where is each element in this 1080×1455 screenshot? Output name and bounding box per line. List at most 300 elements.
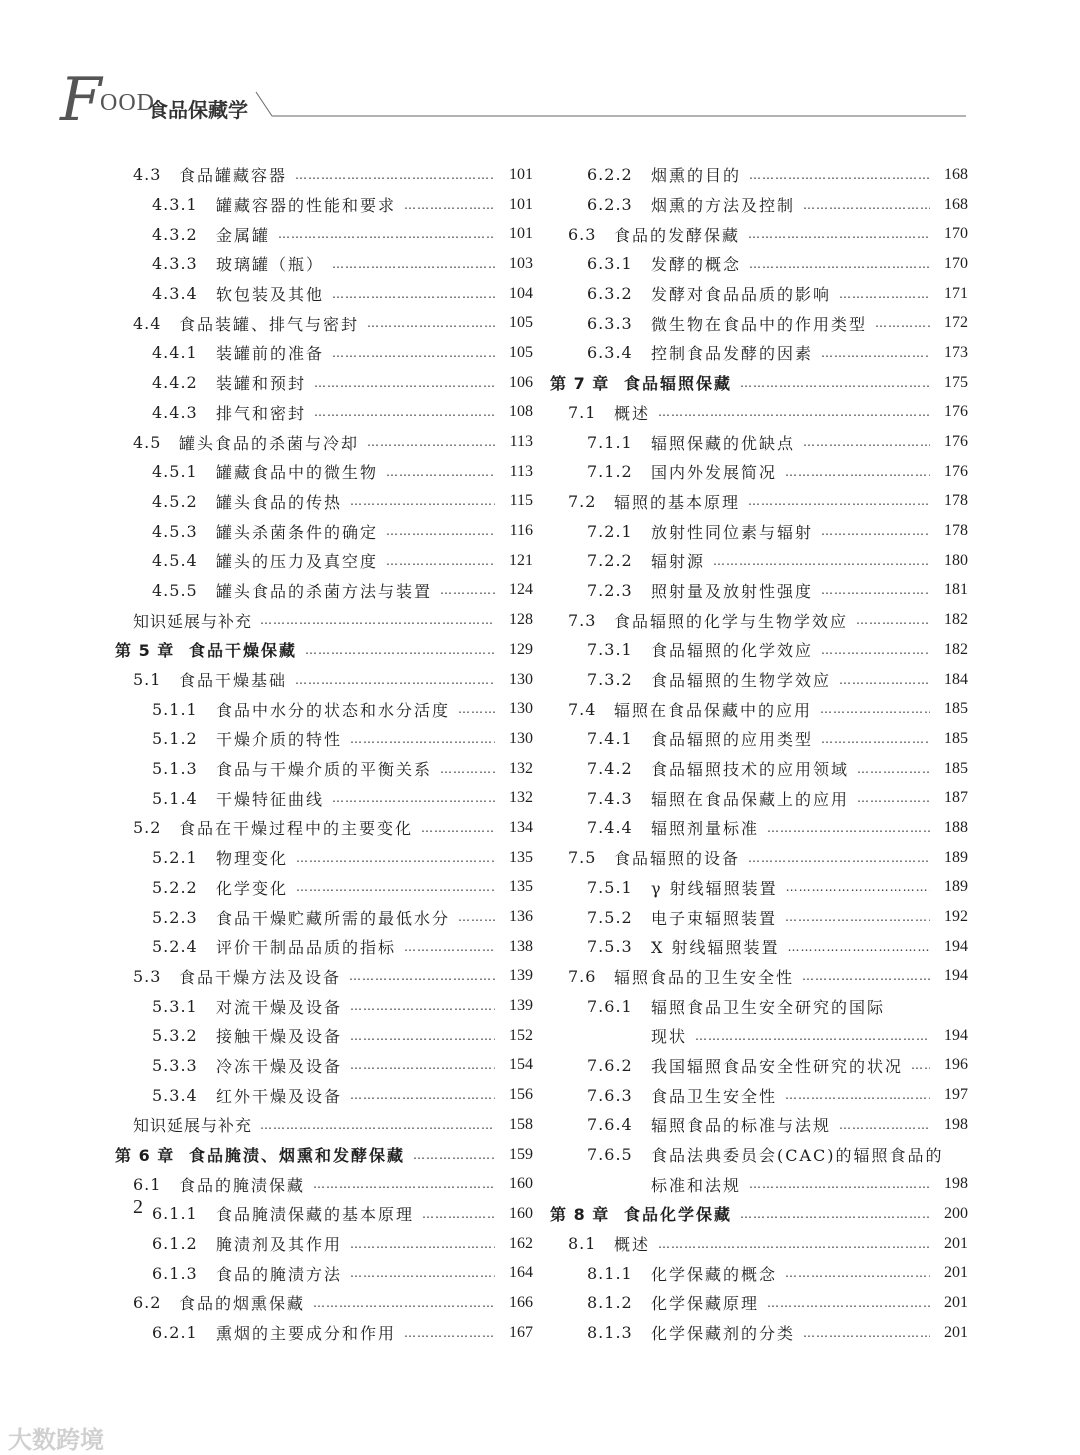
toc-entry[interactable] <box>550 605 968 635</box>
toc-entry-number: 7.4.1 <box>587 729 633 749</box>
toc-entry-number: 5.3 <box>133 966 162 986</box>
toc-entry[interactable] <box>550 1199 968 1229</box>
toc-leader-dots <box>749 167 930 183</box>
toc-entry-title: 烟熏的方法及控制 <box>651 196 796 216</box>
toc-entry-title: 辐照食品的标准与法规 <box>651 1116 832 1136</box>
toc-entry[interactable] <box>115 932 533 962</box>
toc-leader-dots <box>440 761 495 777</box>
toc-entry-title: γ 射线辐照装置 <box>651 878 778 898</box>
toc-entry-title: 食品辐照的生物学效应 <box>651 671 832 691</box>
toc-entry-number: 4.5.3 <box>152 521 198 541</box>
page-number: 2 <box>133 1196 143 1218</box>
toc-entry-number: 7.2 <box>568 491 597 511</box>
toc-entry[interactable] <box>115 1169 533 1199</box>
toc-leader-dots <box>458 909 495 925</box>
toc-entry-title: 辐照食品卫生安全研究的国际 <box>651 997 886 1017</box>
toc-entry-number: 7.6.5 <box>587 1145 633 1165</box>
toc-entry-title: 熏烟的主要成分和作用 <box>216 1324 397 1344</box>
toc-entry-page: 168 <box>944 165 968 183</box>
toc-entry-title: 食品辐照的化学与生物学效应 <box>614 611 849 631</box>
toc-entry-number: 5.3.3 <box>152 1055 198 1075</box>
toc-entry-number: 6.2.3 <box>587 195 633 215</box>
toc-leader-dots <box>749 1176 930 1192</box>
toc-entry-title: 化学变化 <box>216 878 289 898</box>
toc-entry-page: 167 <box>509 1323 533 1341</box>
toc-entry-page: 173 <box>944 343 968 361</box>
toc-entry[interactable] <box>550 1229 968 1259</box>
toc-entry[interactable] <box>550 902 968 932</box>
toc-entry[interactable] <box>115 249 533 279</box>
toc-entry-title: 对流干燥及设备 <box>216 997 343 1017</box>
toc-entry[interactable] <box>115 1080 533 1110</box>
book-title: 食品保藏学 <box>148 98 248 122</box>
toc-leader-dots <box>856 612 930 628</box>
toc-entry-page: 192 <box>944 908 968 926</box>
toc-entry-number: 4.5.4 <box>152 551 198 571</box>
toc-leader-dots <box>350 1265 495 1281</box>
toc-leader-dots <box>295 167 495 183</box>
toc-entry-title: 知识延展与补充 <box>133 1116 253 1136</box>
toc-entry-page: 130 <box>509 670 533 688</box>
toc-entry-title: 食品辐照的设备 <box>614 849 741 869</box>
toc-entry-title: 概述 <box>614 1235 651 1255</box>
toc-entry[interactable] <box>115 991 533 1021</box>
toc-entry-page: 182 <box>944 640 968 658</box>
toc-entry-page: 130 <box>509 700 533 718</box>
toc-entry-number: 4.3.1 <box>152 195 198 215</box>
toc-leader-dots <box>857 790 930 806</box>
toc-leader-dots <box>748 226 930 242</box>
toc-entry-page: 198 <box>944 1115 968 1133</box>
toc-entry-number: 6.2.1 <box>152 1323 198 1343</box>
toc-entry[interactable] <box>550 1288 968 1318</box>
toc-entry-number: 5.2.4 <box>152 937 198 957</box>
toc-entry[interactable] <box>115 665 533 695</box>
page-header <box>60 65 970 135</box>
toc-entry-number: 5.2.2 <box>152 877 198 897</box>
toc-entry[interactable] <box>550 190 968 220</box>
toc-entry-number: 5.2.3 <box>152 907 198 927</box>
watermark: 大数跨境 <box>8 1426 104 1454</box>
toc-leader-dots <box>332 286 495 302</box>
toc-entry-title: 装罐和预封 <box>216 374 307 394</box>
toc-entry-number: 7.5 <box>568 848 597 868</box>
toc-entry-number: 6.3.4 <box>587 343 633 363</box>
toc-entry[interactable] <box>550 635 968 665</box>
toc-leader-dots <box>349 968 495 984</box>
toc-entry[interactable] <box>550 487 968 517</box>
toc-entry-title: 罐藏食品中的微生物 <box>216 463 379 483</box>
toc-leader-dots <box>386 553 495 569</box>
toc-leader-dots <box>313 1295 495 1311</box>
toc-entry[interactable] <box>550 843 968 873</box>
toc-entry-title: 知识延展与补充 <box>133 611 253 631</box>
toc-leader-dots <box>350 1087 495 1103</box>
toc-entry-page: 198 <box>944 1175 968 1193</box>
toc-entry[interactable] <box>115 487 533 517</box>
toc-entry-number: 7.1.2 <box>587 462 633 482</box>
toc-entry[interactable] <box>115 368 533 398</box>
toc-entry-title: 烟熏的目的 <box>651 166 742 186</box>
toc-entry[interactable] <box>550 249 968 279</box>
toc-entry-page: 189 <box>944 848 968 866</box>
toc-leader-dots <box>386 523 495 539</box>
toc-entry-title: 辐照保藏的优缺点 <box>651 433 796 453</box>
toc-entry-page: 182 <box>944 611 968 629</box>
toc-entry[interactable] <box>550 1140 968 1170</box>
toc-entry-page: 101 <box>509 165 533 183</box>
toc-entry-title: 辐照在食品保藏上的应用 <box>651 789 850 809</box>
toc-entry-number: 5.1.4 <box>152 788 198 808</box>
toc-entry-title: 罐头食品的杀菌方法与装置 <box>216 581 433 601</box>
toc-leader-dots <box>821 345 930 361</box>
toc-entry-page: 189 <box>944 878 968 896</box>
toc-leader-dots <box>839 672 930 688</box>
toc-leader-dots <box>332 256 495 272</box>
toc-entry-page: 188 <box>944 818 968 836</box>
toc-leader-dots <box>350 1057 495 1073</box>
toc-entry-title: 化学保藏剂的分类 <box>651 1324 796 1344</box>
toc-entry-title: 辐照剂量标准 <box>651 819 760 839</box>
toc-leader-dots <box>767 820 930 836</box>
toc-entry-title: 食品辐照技术的应用领域 <box>651 760 850 780</box>
toc-entry[interactable] <box>550 427 968 457</box>
toc-entry-page: 135 <box>509 878 533 896</box>
toc-entry-number: 7.5.2 <box>587 907 633 927</box>
toc-leader-dots <box>821 582 930 598</box>
toc-entry-number: 6.2 <box>133 1293 162 1313</box>
toc-entry-number: 7.3.1 <box>587 640 633 660</box>
toc-leader-dots <box>785 1087 930 1103</box>
toc-entry[interactable] <box>115 902 533 932</box>
toc-entry-page: 158 <box>509 1115 533 1133</box>
toc-leader-dots <box>350 493 495 509</box>
toc-entry-number: 4.4.2 <box>152 373 198 393</box>
toc-entry-title: 食品卫生安全性 <box>651 1086 778 1106</box>
toc-entry[interactable] <box>550 1021 968 1051</box>
toc-entry[interactable] <box>115 1110 533 1140</box>
toc-entry-title: 食品与干燥介质的平衡关系 <box>216 760 433 780</box>
toc-entry[interactable] <box>550 724 968 754</box>
toc-entry-number: 6.1.3 <box>152 1263 198 1283</box>
toc-entry-number: 4.4.1 <box>152 343 198 363</box>
toc-entry[interactable] <box>115 516 533 546</box>
toc-entry-number: 5.2 <box>133 818 162 838</box>
toc-entry-title: 食品中水分的状态和水分活度 <box>216 700 451 720</box>
toc-entry[interactable] <box>550 368 968 398</box>
toc-entry-page: 139 <box>509 967 533 985</box>
toc-entry-number: 5.1.2 <box>152 729 198 749</box>
toc-leader-dots <box>367 315 495 331</box>
toc-entry-number: 7.6.2 <box>587 1055 633 1075</box>
toc-entry-page: 168 <box>944 195 968 213</box>
toc-entry-title: 食品辐照保藏 <box>624 374 733 394</box>
toc-entry-page: 159 <box>509 1145 533 1163</box>
toc-leader-dots <box>839 286 930 302</box>
toc-entry-title: X 射线辐照装置 <box>651 938 780 958</box>
toc-entry-page: 196 <box>944 1056 968 1074</box>
toc-entry-page: 166 <box>509 1293 533 1311</box>
toc-entry-page: 101 <box>509 225 533 243</box>
toc-entry-page: 180 <box>944 551 968 569</box>
toc-entry-number: 4.5.2 <box>152 491 198 511</box>
toc-entry[interactable] <box>115 605 533 635</box>
toc-leader-dots <box>422 1206 495 1222</box>
toc-entry-page: 101 <box>509 195 533 213</box>
toc-entry[interactable] <box>550 457 968 487</box>
toc-leader-dots <box>785 909 930 925</box>
toc-leader-dots <box>713 553 930 569</box>
toc-entry-title: 食品在干燥过程中的主要变化 <box>179 819 414 839</box>
toc-entry-page: 178 <box>944 522 968 540</box>
toc-entry[interactable] <box>115 338 533 368</box>
toc-entry-title: 软包装及其他 <box>216 285 325 305</box>
toc-entry-title: 标准和法规 <box>651 1175 742 1195</box>
toc-entry[interactable] <box>550 308 968 338</box>
toc-entry-number: 4.3.2 <box>152 224 198 244</box>
toc-entry-number: 7.2.3 <box>587 580 633 600</box>
toc-entry-title: 辐射源 <box>651 552 706 572</box>
toc-entry-page: 108 <box>509 403 533 421</box>
toc-entry[interactable] <box>550 962 968 992</box>
toc-entry-page: 164 <box>509 1264 533 1282</box>
toc-entry-title: 化学保藏原理 <box>651 1294 760 1314</box>
toc-entry-title: 食品的烟熏保藏 <box>179 1294 306 1314</box>
food-logo-f: F <box>60 65 102 135</box>
toc-entry-title: 食品干燥保藏 <box>189 641 298 661</box>
toc-entry-page: 160 <box>509 1175 533 1193</box>
toc-entry-page: 187 <box>944 789 968 807</box>
toc-leader-dots <box>785 464 930 480</box>
toc-entry-number: 4.4.3 <box>152 402 198 422</box>
toc-entry-number: 6.3.1 <box>587 254 633 274</box>
toc-entry-number: 7.3 <box>568 610 597 630</box>
toc-entry[interactable] <box>115 1199 533 1229</box>
toc-entry[interactable] <box>115 1318 533 1348</box>
toc-entry[interactable] <box>550 1169 968 1199</box>
toc-entry-number: 4.4 <box>133 313 162 333</box>
toc-entry[interactable] <box>115 1229 533 1259</box>
toc-entry-title: 食品辐照的应用类型 <box>651 730 814 750</box>
toc-entry[interactable] <box>115 813 533 843</box>
toc-entry-number: 第 7 章 <box>550 374 610 394</box>
toc-entry-title: 电子束辐照装置 <box>651 908 778 928</box>
toc-entry-page: 162 <box>509 1234 533 1252</box>
toc-leader-dots <box>350 1236 495 1252</box>
toc-entry-number: 第 6 章 <box>115 1146 175 1166</box>
toc-entry[interactable] <box>550 1051 968 1081</box>
toc-entry-number: 4.5 <box>133 432 162 452</box>
toc-entry[interactable] <box>115 308 533 338</box>
toc-entry-title: 腌渍剂及其作用 <box>216 1235 343 1255</box>
toc-entry-page: 178 <box>944 492 968 510</box>
toc-entry[interactable] <box>550 1080 968 1110</box>
toc-entry-page: 139 <box>509 997 533 1015</box>
toc-entry[interactable] <box>115 576 533 606</box>
toc-entry-number: 5.3.2 <box>152 1026 198 1046</box>
toc-entry-page: 176 <box>944 433 968 451</box>
toc-entry[interactable] <box>115 694 533 724</box>
toc-entry-number: 第 5 章 <box>115 641 175 661</box>
toc-entry[interactable] <box>550 1110 968 1140</box>
toc-entry-number: 4.3.4 <box>152 284 198 304</box>
toc-entry-page: 170 <box>944 225 968 243</box>
toc-entry-title: 食品的发酵保藏 <box>614 225 741 245</box>
toc-entry-number: 4.5.5 <box>152 580 198 600</box>
toc-entry[interactable] <box>550 160 968 190</box>
toc-leader-dots <box>458 701 495 717</box>
toc-entry[interactable] <box>115 457 533 487</box>
toc-entry-number: 7.6.3 <box>587 1085 633 1105</box>
toc-entry-page: 103 <box>509 254 533 272</box>
toc-entry-title: 发酵对食品品质的影响 <box>651 285 832 305</box>
toc-entry-title: 物理变化 <box>216 849 289 869</box>
toc-leader-dots <box>314 375 495 391</box>
toc-entry-title: 干燥介质的特性 <box>216 730 343 750</box>
toc-entry[interactable] <box>115 962 533 992</box>
toc-entry-page: 200 <box>944 1204 968 1222</box>
toc-entry[interactable] <box>115 635 533 665</box>
toc-entry-page: 171 <box>944 284 968 302</box>
toc-entry[interactable] <box>550 1258 968 1288</box>
toc-entry[interactable] <box>550 516 968 546</box>
toc-entry-page: 128 <box>509 611 533 629</box>
toc-entry-number: 6.1.2 <box>152 1234 198 1254</box>
toc-entry-title: 食品的腌渍保藏 <box>179 1175 306 1195</box>
toc-entry[interactable] <box>115 160 533 190</box>
toc-entry-page: 152 <box>509 1026 533 1044</box>
toc-entry[interactable] <box>550 219 968 249</box>
toc-leader-dots <box>748 850 930 866</box>
toc-entry[interactable] <box>550 279 968 309</box>
toc-entry-title: 食品腌渍保藏的基本原理 <box>216 1205 415 1225</box>
toc-leader-dots <box>295 672 495 688</box>
toc-entry-number: 7.4.2 <box>587 759 633 779</box>
toc-entry[interactable] <box>115 219 533 249</box>
toc-entry[interactable] <box>550 398 968 428</box>
toc-entry-page: 185 <box>944 700 968 718</box>
toc-entry-page: 106 <box>509 373 533 391</box>
toc-entry[interactable] <box>115 783 533 813</box>
toc-entry-title: 罐头食品的传热 <box>216 492 343 512</box>
toc-entry-number: 7.6.1 <box>587 996 633 1016</box>
toc-leader-dots <box>911 1057 930 1073</box>
toc-entry-number: 8.1 <box>568 1234 597 1254</box>
toc-leader-dots <box>803 197 930 213</box>
toc-entry-title: 放射性同位素与辐射 <box>651 522 814 542</box>
toc-entry-page: 129 <box>509 640 533 658</box>
toc-entry-page: 132 <box>509 789 533 807</box>
toc-leader-dots <box>404 197 495 213</box>
toc-entry-title: 化学保藏的概念 <box>651 1264 778 1284</box>
toc-entry[interactable] <box>115 190 533 220</box>
toc-entry[interactable] <box>550 1318 968 1348</box>
toc-entry[interactable] <box>550 754 968 784</box>
toc-entry-number: 7.1.1 <box>587 432 633 452</box>
toc-leader-dots <box>260 1117 495 1133</box>
toc-leader-dots <box>803 434 930 450</box>
toc-entry[interactable] <box>115 1288 533 1318</box>
toc-entry[interactable] <box>115 1258 533 1288</box>
toc-entry[interactable] <box>550 576 968 606</box>
food-logo-ood: OOD <box>100 90 155 116</box>
toc-leader-dots <box>820 701 930 717</box>
toc-entry-page: 135 <box>509 848 533 866</box>
toc-entry[interactable] <box>550 694 968 724</box>
toc-entry-page: 154 <box>509 1056 533 1074</box>
toc-entry-page: 184 <box>944 670 968 688</box>
toc-entry-title: 罐头的压力及真空度 <box>216 552 379 572</box>
toc-leader-dots <box>875 315 930 331</box>
toc-leader-dots <box>305 642 495 658</box>
toc-entry[interactable] <box>115 873 533 903</box>
toc-leader-dots <box>857 761 930 777</box>
toc-entry[interactable] <box>115 1140 533 1170</box>
toc-entry[interactable] <box>550 783 968 813</box>
toc-entry[interactable] <box>550 665 968 695</box>
toc-entry[interactable] <box>115 843 533 873</box>
toc-entry-number: 7.4.4 <box>587 818 633 838</box>
toc-entry[interactable] <box>550 813 968 843</box>
toc-entry-page: 197 <box>944 1086 968 1104</box>
toc-entry-title: 发酵的概念 <box>651 255 742 275</box>
toc-entry-number: 7.3.2 <box>587 670 633 690</box>
toc-entry-page: 104 <box>509 284 533 302</box>
toc-leader-dots <box>740 375 930 391</box>
toc-entry-title: 玻璃罐（瓶） <box>216 255 325 275</box>
toc-entry-page: 105 <box>509 314 533 332</box>
toc-entry[interactable] <box>115 1021 533 1051</box>
toc-entry-page: 201 <box>944 1293 968 1311</box>
toc-leader-dots <box>658 1236 930 1252</box>
toc-leader-dots <box>386 464 495 480</box>
toc-entry[interactable] <box>115 724 533 754</box>
toc-entry-page: 201 <box>944 1323 968 1341</box>
toc-entry-number: 5.1.3 <box>152 759 198 779</box>
toc-leader-dots <box>749 256 930 272</box>
toc-entry[interactable] <box>115 427 533 457</box>
toc-leader-dots <box>350 731 495 747</box>
toc-entry[interactable] <box>550 338 968 368</box>
toc-entry-number: 5.3.4 <box>152 1085 198 1105</box>
toc-entry-number: 7.4 <box>568 699 597 719</box>
toc-entry[interactable] <box>115 754 533 784</box>
toc-entry-number: 4.5.1 <box>152 462 198 482</box>
toc-entry[interactable] <box>115 546 533 576</box>
toc-leader-dots <box>839 1117 930 1133</box>
toc-entry-number: 5.2.1 <box>152 848 198 868</box>
toc-entry[interactable] <box>115 279 533 309</box>
toc-leader-dots <box>332 790 495 806</box>
toc-entry-page: 201 <box>944 1264 968 1282</box>
toc-entry-number: 6.3.3 <box>587 313 633 333</box>
toc-entry-title: 冷冻干燥及设备 <box>216 1056 343 1076</box>
toc-leader-dots <box>821 523 930 539</box>
toc-entry-number: 6.3.2 <box>587 284 633 304</box>
toc-entry-page: 194 <box>944 937 968 955</box>
toc-entry[interactable] <box>550 991 968 1021</box>
toc-entry[interactable] <box>550 546 968 576</box>
toc-entry[interactable] <box>115 398 533 428</box>
toc-entry-number: 8.1.3 <box>587 1323 633 1343</box>
toc-entry-number: 6.2.2 <box>587 165 633 185</box>
toc-entry[interactable] <box>550 873 968 903</box>
toc-entry-title: 罐头杀菌条件的确定 <box>216 522 379 542</box>
toc-leader-dots <box>785 1265 930 1281</box>
toc-entry[interactable] <box>115 1051 533 1081</box>
toc-entry-title: 现状 <box>651 1027 688 1047</box>
toc-entry[interactable] <box>550 932 968 962</box>
